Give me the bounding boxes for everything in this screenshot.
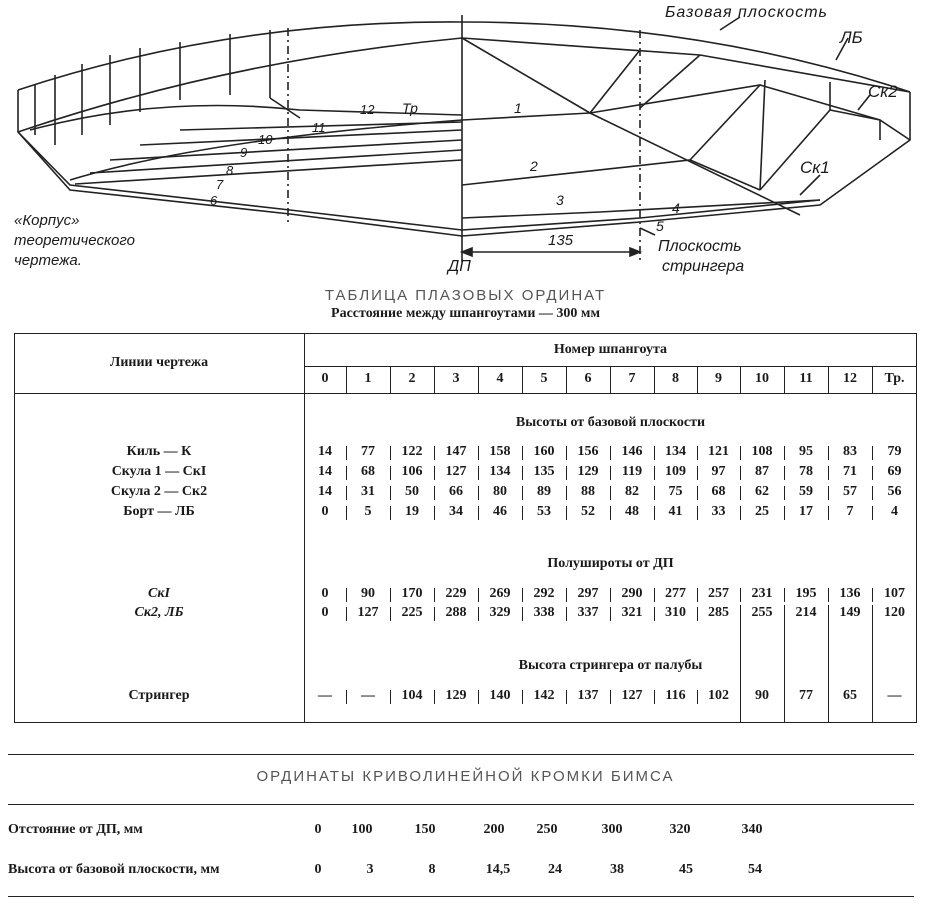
table-cell: 134 <box>489 464 511 479</box>
cell-separator <box>346 446 347 460</box>
cell-separator <box>566 486 567 500</box>
bimsa-distance-value: 100 <box>351 822 373 837</box>
table-cell: 34 <box>449 504 463 519</box>
cell-separator <box>784 506 785 520</box>
frame-header-separator <box>610 366 611 393</box>
table-cell: 277 <box>665 586 686 601</box>
frame-header-cell: 0 <box>321 371 329 386</box>
cell-separator <box>346 466 347 480</box>
hull-drawing <box>0 0 931 300</box>
table-cell: 33 <box>711 504 726 519</box>
bimsa-height-value: 3 <box>366 862 374 877</box>
cell-separator <box>434 607 435 621</box>
cell-separator <box>784 466 785 480</box>
table-cell: 337 <box>577 605 599 620</box>
frame-header-cell: 8 <box>672 371 679 386</box>
table-cell: 127 <box>445 464 467 479</box>
column-rule <box>740 605 741 723</box>
frame-header-cell: 10 <box>755 371 769 386</box>
table-cell: 102 <box>708 688 729 703</box>
table-cell: 52 <box>581 504 595 519</box>
cell-separator <box>654 506 655 520</box>
cell-separator <box>478 588 479 602</box>
table-cell: 127 <box>621 688 643 703</box>
table-cell: 77 <box>799 688 813 703</box>
table-cell: 68 <box>711 484 726 499</box>
table-cell: 136 <box>839 586 861 601</box>
line-3-label: 3 <box>556 192 564 208</box>
table-cell: 0 <box>321 504 329 519</box>
table-cell: 292 <box>533 586 555 601</box>
base-plane-label: Базовая плоскость <box>665 4 828 21</box>
table-header-divider <box>14 393 917 394</box>
table-cell: 62 <box>755 484 769 499</box>
cell-separator <box>740 588 741 602</box>
bimsa-distance-value: 300 <box>601 822 623 837</box>
bimsa-row2-label: Высота от базовой плоскости, мм <box>8 862 220 877</box>
table-cell: 140 <box>489 688 511 703</box>
cell-separator <box>654 588 655 602</box>
frame-header-cell: 4 <box>496 371 504 386</box>
cell-separator <box>784 446 785 460</box>
cell-separator <box>697 607 698 621</box>
line-2-label: 2 <box>530 158 538 174</box>
bimsa-distance-value: 0 <box>314 822 322 837</box>
table-cell: 119 <box>621 464 643 479</box>
table-cell: 160 <box>533 444 555 459</box>
bimsa-height-value: 24 <box>548 862 562 877</box>
cell-separator <box>390 607 391 621</box>
table-cell: 297 <box>577 586 599 601</box>
table-cell: 69 <box>887 464 902 479</box>
column-rule <box>784 605 785 723</box>
col-header-frames: Номер шпангоута <box>553 342 668 357</box>
cell-separator <box>390 690 391 704</box>
bimsa-distance-value: 250 <box>536 822 558 837</box>
table-cell: 137 <box>577 688 599 703</box>
bimsa-header-rule <box>8 804 914 805</box>
cell-separator <box>566 690 567 704</box>
table-cell: 88 <box>581 484 595 499</box>
cell-separator <box>654 690 655 704</box>
table-subtitle: Расстояние между шпангоутами — 300 мм <box>331 306 600 321</box>
cell-separator <box>697 446 698 460</box>
cell-separator <box>740 486 741 500</box>
cell-separator <box>828 506 829 520</box>
table-cell: 68 <box>361 464 375 479</box>
bimsa-distance-value: 340 <box>741 822 763 837</box>
cell-separator <box>872 506 873 520</box>
table-cell: 129 <box>445 688 467 703</box>
table-cell: 77 <box>361 444 375 459</box>
table-cell: 122 <box>401 444 423 459</box>
frame-header-cell: 3 <box>452 371 460 386</box>
table-cell: 290 <box>621 586 643 601</box>
cell-separator <box>610 486 611 500</box>
table-cell: 107 <box>884 586 905 601</box>
cell-separator <box>522 690 523 704</box>
cell-separator <box>566 506 567 520</box>
section-heights-title: Высоты от базовой плоскости <box>515 415 706 430</box>
cell-separator <box>390 446 391 460</box>
table-cell: 329 <box>489 605 511 620</box>
stringer-plane-label-2: стрингера <box>662 258 745 275</box>
table-cell: — <box>887 688 902 703</box>
table-cell: 120 <box>884 605 905 620</box>
sk1-label: Ск1 <box>800 158 830 177</box>
row-label: Стрингер <box>128 688 190 703</box>
table-cell: 17 <box>799 504 813 519</box>
cell-separator <box>654 466 655 480</box>
stringer-plane-label-1: Плоскость <box>658 238 742 255</box>
bimsa-height-value: 54 <box>748 862 762 877</box>
table-cell: 338 <box>533 605 555 620</box>
table-cell: 14 <box>318 484 332 499</box>
row-label: Киль — К <box>126 444 192 459</box>
cell-separator <box>346 588 347 602</box>
table-cell: 19 <box>405 504 419 519</box>
table-cell: 121 <box>708 444 729 459</box>
frame-header-separator <box>346 366 347 393</box>
cell-separator <box>740 506 741 520</box>
table-cell: 0 <box>321 586 329 601</box>
cell-separator <box>522 466 523 480</box>
table-cell: 90 <box>361 586 375 601</box>
cell-separator <box>828 466 829 480</box>
cell-separator <box>872 588 873 602</box>
cell-separator <box>784 588 785 602</box>
cell-separator <box>434 446 435 460</box>
cell-separator <box>828 588 829 602</box>
column-rule <box>872 605 873 723</box>
frame-header-separator <box>740 366 741 393</box>
table-cell: 285 <box>708 605 729 620</box>
frame-12-label: 12 <box>360 102 375 117</box>
table-cell: 4 <box>891 504 898 519</box>
table-cell: 57 <box>843 484 857 499</box>
frame-header-separator <box>522 366 523 393</box>
cell-separator <box>872 446 873 460</box>
table-cell: 71 <box>843 464 857 479</box>
table-cell: 255 <box>751 605 773 620</box>
cell-separator <box>566 588 567 602</box>
cell-separator <box>522 486 523 500</box>
cell-separator <box>478 446 479 460</box>
cell-separator <box>434 466 435 480</box>
table-cell: 90 <box>755 688 769 703</box>
table-cell: 5 <box>364 504 372 519</box>
bimsa-height-value: 0 <box>314 862 322 877</box>
frame-header-cell: 6 <box>584 371 592 386</box>
cell-separator <box>390 486 391 500</box>
table-cell: 106 <box>401 464 423 479</box>
dim-135-label: 135 <box>548 232 574 249</box>
table-cell: 288 <box>445 605 467 620</box>
table-cell: 14 <box>318 464 332 479</box>
cell-separator <box>654 486 655 500</box>
frame-header-cell: 2 <box>408 371 416 386</box>
frame-header-cell: 12 <box>843 371 857 386</box>
table-cell: 310 <box>665 605 686 620</box>
table-cell: 89 <box>537 484 551 499</box>
frame-10-label: 10 <box>258 132 273 147</box>
cell-separator <box>697 690 698 704</box>
table-cell: 50 <box>405 484 419 499</box>
table-cell: 225 <box>401 605 423 620</box>
frame-header-separator <box>697 366 698 393</box>
korpus-label-line2: теоретического <box>14 232 135 249</box>
table-cell: 66 <box>449 484 463 499</box>
korpus-label-line3: чертежа. <box>14 252 82 269</box>
cell-separator <box>697 506 698 520</box>
table-cell: 87 <box>755 464 769 479</box>
cell-separator <box>434 486 435 500</box>
tr-label: Тр <box>402 100 418 116</box>
row-label: Ск2, ЛБ <box>134 605 184 620</box>
bimsa-title: ОРДИНАТЫ КРИВОЛИНЕЙНОЙ КРОМКИ БИМСА <box>256 768 675 785</box>
korpus-label-line1: «Корпус» <box>14 212 80 229</box>
cell-separator <box>346 690 347 704</box>
cell-separator <box>522 588 523 602</box>
frame-header-separator <box>872 366 873 393</box>
table-cell: 147 <box>445 444 467 459</box>
frame-7-label: 7 <box>216 177 224 192</box>
column-rule <box>828 605 829 723</box>
frame-header-cell: Тр. <box>884 371 905 386</box>
cell-separator <box>566 607 567 621</box>
table-cell: 156 <box>577 444 599 459</box>
bimsa-height-value: 38 <box>610 862 624 877</box>
cell-separator <box>434 588 435 602</box>
bimsa-top-rule <box>8 754 914 755</box>
table-cell: — <box>318 688 332 703</box>
table-cell: 134 <box>665 444 686 459</box>
table-cell: 48 <box>625 504 639 519</box>
cell-separator <box>697 486 698 500</box>
table-cell: 158 <box>489 444 511 459</box>
cell-separator <box>346 607 347 621</box>
frame-header-cell: 7 <box>628 371 636 386</box>
table-cell: 78 <box>799 464 813 479</box>
cell-separator <box>872 486 873 500</box>
cell-separator <box>434 690 435 704</box>
table-cell: 195 <box>795 586 817 601</box>
table-cell: 214 <box>795 605 817 620</box>
frame-8-label: 8 <box>226 163 234 178</box>
bimsa-row1-label: Отстояние от ДП, мм <box>8 822 143 837</box>
table-cell: 142 <box>533 688 555 703</box>
table-cell: 229 <box>445 586 467 601</box>
col-header-lines: Линии чертежа <box>109 355 209 370</box>
frame-header-separator <box>390 366 391 393</box>
cell-separator <box>740 446 741 460</box>
table-cell: 41 <box>668 504 683 519</box>
table-cell: 104 <box>401 688 423 703</box>
frame-header-separator <box>566 366 567 393</box>
table-cell: 31 <box>361 484 375 499</box>
cell-separator <box>872 466 873 480</box>
section-stringer-title: Высота стрингера от палубы <box>518 658 703 673</box>
line-1-label: 1 <box>514 100 522 116</box>
line-4-label: 4 <box>672 200 680 216</box>
table-cell: 59 <box>799 484 813 499</box>
table-cell: 231 <box>751 586 773 601</box>
frame-9-label: 9 <box>240 145 248 160</box>
sk2-label: Ск2 <box>868 82 898 101</box>
bimsa-height-value: 14,5 <box>485 862 511 877</box>
cell-separator <box>697 466 698 480</box>
table-cell: 53 <box>537 504 551 519</box>
bimsa-distance-value: 150 <box>414 822 436 837</box>
cell-separator <box>610 446 611 460</box>
table-cell: 129 <box>577 464 599 479</box>
cell-separator <box>390 466 391 480</box>
frame-11-label: 11 <box>312 120 326 135</box>
row-label: СкI <box>148 586 170 601</box>
cell-separator <box>522 506 523 520</box>
cell-separator <box>478 690 479 704</box>
table-cell: 14 <box>318 444 332 459</box>
cell-separator <box>654 446 655 460</box>
frame-6-label: 6 <box>210 193 218 208</box>
table-cell: 25 <box>755 504 769 519</box>
frame-header-cell: 9 <box>715 371 722 386</box>
cell-separator <box>566 466 567 480</box>
table-cell: 321 <box>621 605 643 620</box>
table-title: ТАБЛИЦА ПЛАЗОВЫХ ОРДИНАТ <box>324 287 607 304</box>
table-cell: 116 <box>665 688 686 703</box>
bimsa-bottom-rule <box>8 896 914 897</box>
table-cell: 7 <box>846 504 854 519</box>
bimsa-height-value: 8 <box>428 862 436 877</box>
table-cell: 82 <box>625 484 639 499</box>
cell-separator <box>566 446 567 460</box>
frame-header-cell: 11 <box>799 371 813 386</box>
cell-separator <box>654 607 655 621</box>
lb-label: ЛБ <box>840 28 863 47</box>
cell-separator <box>390 588 391 602</box>
bimsa-height-value: 45 <box>679 862 693 877</box>
table-cell: 108 <box>751 444 773 459</box>
table-cell: 80 <box>493 484 507 499</box>
table-cell: 170 <box>401 586 423 601</box>
row-label: Борт — ЛБ <box>123 504 195 519</box>
dp-label: ДП <box>448 258 471 275</box>
table-cell: 75 <box>668 484 683 499</box>
cell-separator <box>346 506 347 520</box>
cell-separator <box>784 486 785 500</box>
cell-separator <box>828 486 829 500</box>
row-label: Скула 1 — СкI <box>111 464 207 479</box>
bimsa-distance-value: 320 <box>669 822 691 837</box>
cell-separator <box>434 506 435 520</box>
frame-header-separator <box>478 366 479 393</box>
cell-separator <box>610 588 611 602</box>
cell-separator <box>697 588 698 602</box>
cell-separator <box>522 607 523 621</box>
bimsa-distance-value: 200 <box>483 822 505 837</box>
frame-header-cell: 1 <box>364 371 372 386</box>
table-cell: 149 <box>839 605 861 620</box>
cell-separator <box>478 607 479 621</box>
cell-separator <box>610 466 611 480</box>
frame-header-cell: 5 <box>540 371 548 386</box>
cell-separator <box>610 690 611 704</box>
table-cell: 83 <box>843 444 857 459</box>
cell-separator <box>390 506 391 520</box>
table-cell: 0 <box>321 605 329 620</box>
table-cell: 79 <box>887 444 902 459</box>
row-label: Скула 2 — Ск2 <box>110 484 208 499</box>
table-cell: 146 <box>621 444 643 459</box>
table-cell: 257 <box>708 586 729 601</box>
table-cell: 56 <box>887 484 902 499</box>
table-cell: — <box>361 688 375 703</box>
line-5-label: 5 <box>656 218 664 234</box>
cell-separator <box>522 446 523 460</box>
cell-separator <box>346 486 347 500</box>
cell-separator <box>610 506 611 520</box>
cell-separator <box>610 607 611 621</box>
table-cell: 135 <box>533 464 555 479</box>
table-cell: 46 <box>493 504 507 519</box>
table-cell: 109 <box>665 464 686 479</box>
frame-header-separator <box>654 366 655 393</box>
table-cell: 97 <box>711 464 726 479</box>
table-cell: 65 <box>843 688 857 703</box>
table-cell: 269 <box>489 586 511 601</box>
cell-separator <box>478 506 479 520</box>
cell-separator <box>478 486 479 500</box>
table-cell: 95 <box>799 444 813 459</box>
section-halfwidths-title: Полуширoты от ДП <box>547 556 674 571</box>
cell-separator <box>740 466 741 480</box>
frame-header-separator <box>828 366 829 393</box>
table-cell: 127 <box>357 605 379 620</box>
cell-separator <box>828 446 829 460</box>
frame-header-separator <box>434 366 435 393</box>
frame-header-separator <box>784 366 785 393</box>
cell-separator <box>478 466 479 480</box>
